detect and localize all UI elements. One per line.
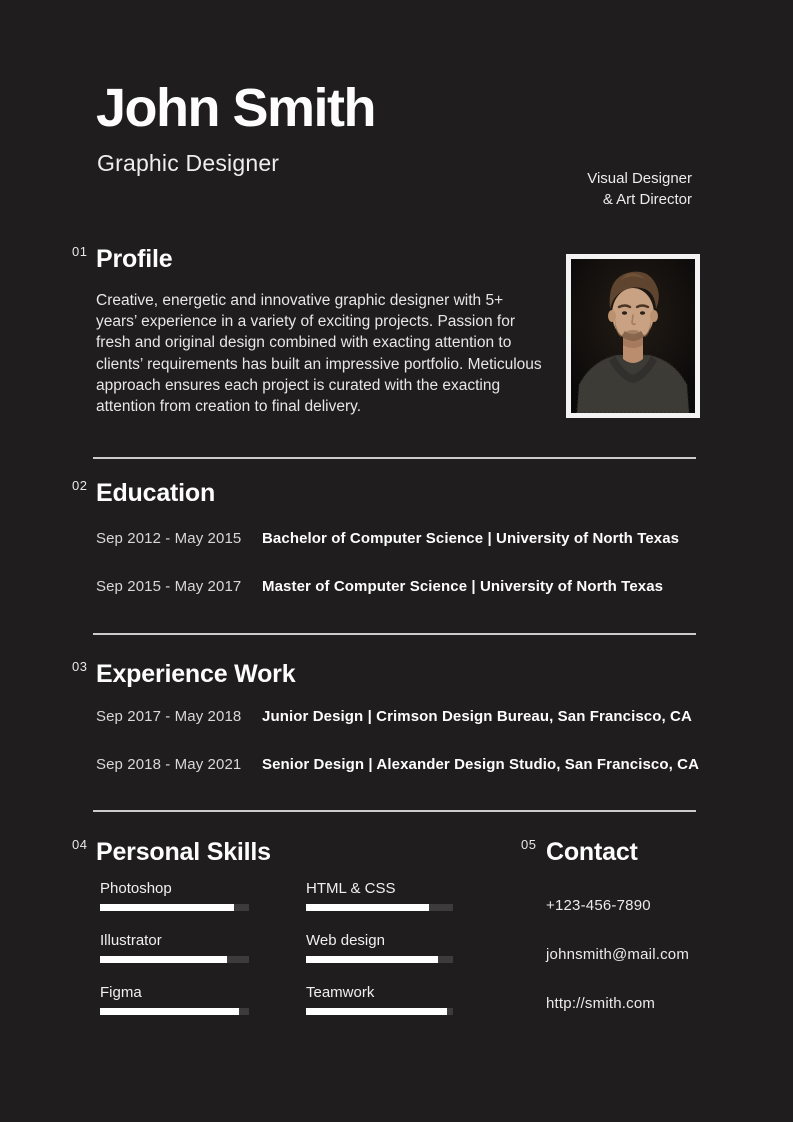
contact-email-link[interactable]: johnsmith@mail.com bbox=[546, 946, 690, 963]
skill-bar-track bbox=[100, 1008, 249, 1015]
education-row bbox=[96, 578, 716, 595]
skill-label: HTML & CSS bbox=[306, 880, 396, 897]
experience-date: Sep 2018 - May 2021 bbox=[96, 756, 242, 773]
section-title-profile: Profile bbox=[96, 245, 173, 273]
divider bbox=[93, 633, 696, 635]
person-name: John Smith bbox=[96, 78, 375, 138]
skills-column-right bbox=[306, 880, 453, 1036]
skill-bar-track bbox=[100, 904, 249, 911]
experience-date: Sep 2017 - May 2018 bbox=[96, 708, 242, 725]
skill-item bbox=[100, 880, 249, 911]
skill-bar-fill bbox=[100, 1008, 239, 1015]
section-title-contact: Contact bbox=[546, 838, 638, 866]
side-title-line1: Visual Designer bbox=[587, 170, 692, 187]
skill-item bbox=[100, 984, 249, 1015]
skill-bar-fill bbox=[306, 956, 438, 963]
contact-list bbox=[546, 897, 689, 1044]
contact-website-link[interactable]: http://smith.com bbox=[546, 995, 656, 1012]
skill-bar-fill bbox=[100, 956, 227, 963]
section-title-experience: Experience Work bbox=[96, 660, 296, 688]
skill-bar-fill bbox=[100, 904, 234, 911]
experience-row bbox=[96, 708, 716, 725]
skill-label: Photoshop bbox=[100, 880, 172, 897]
skill-item bbox=[100, 932, 249, 963]
skill-bar-fill bbox=[306, 1008, 447, 1015]
portrait-photo bbox=[566, 254, 700, 418]
skill-label: Illustrator bbox=[100, 932, 162, 949]
experience-row bbox=[96, 756, 716, 773]
skill-item bbox=[306, 932, 453, 963]
education-detail: Bachelor of Computer Science | University of North Texas bbox=[262, 530, 680, 547]
section-title-skills: Personal Skills bbox=[96, 838, 271, 866]
section-number-contact: 05 bbox=[521, 837, 537, 852]
header-side-titles bbox=[587, 168, 692, 210]
section-number-education: 02 bbox=[72, 478, 88, 493]
experience-detail: Junior Design | Crimson Design Bureau, San Francisco, CA bbox=[262, 708, 692, 725]
skill-label: Figma bbox=[100, 984, 142, 1001]
education-detail: Master of Computer Science | University of North Texas bbox=[262, 578, 664, 595]
skill-item bbox=[306, 880, 453, 911]
skill-bar-track bbox=[100, 956, 249, 963]
section-title-education: Education bbox=[96, 479, 216, 507]
section-number-skills: 04 bbox=[72, 837, 88, 852]
profile-summary-text: Creative, energetic and innovative graphic designer with 5+ years’ experience in a variety of exciting projects. Passion for fresh and original design combined with exacting attention to clients’ requirements has built an impressive portfolio. Meticulous approach ensures each project is curated with the exacting attention from creation to final delivery. bbox=[96, 292, 542, 416]
education-date: Sep 2015 - May 2017 bbox=[96, 578, 242, 595]
skill-bar-track bbox=[306, 1008, 453, 1015]
skill-label: Teamwork bbox=[306, 984, 375, 1001]
person-role: Graphic Designer bbox=[97, 150, 280, 176]
skills-column-left bbox=[100, 880, 249, 1036]
education-row bbox=[96, 530, 716, 547]
skill-item bbox=[306, 984, 453, 1015]
divider bbox=[93, 810, 696, 812]
divider bbox=[93, 457, 696, 459]
section-number-experience: 03 bbox=[72, 659, 88, 674]
experience-detail: Senior Design | Alexander Design Studio, San Francisco, CA bbox=[262, 756, 700, 773]
education-date: Sep 2012 - May 2015 bbox=[96, 530, 242, 547]
portrait-photo-illustration bbox=[571, 259, 695, 413]
contact-phone: +123-456-7890 bbox=[546, 897, 651, 914]
skill-bar-fill bbox=[306, 904, 429, 911]
skill-bar-track bbox=[306, 956, 453, 963]
skill-bar-track bbox=[306, 904, 453, 911]
section-number-profile: 01 bbox=[72, 244, 88, 259]
side-title-line2: & Art Director bbox=[602, 191, 692, 208]
skill-label: Web design bbox=[306, 932, 385, 949]
